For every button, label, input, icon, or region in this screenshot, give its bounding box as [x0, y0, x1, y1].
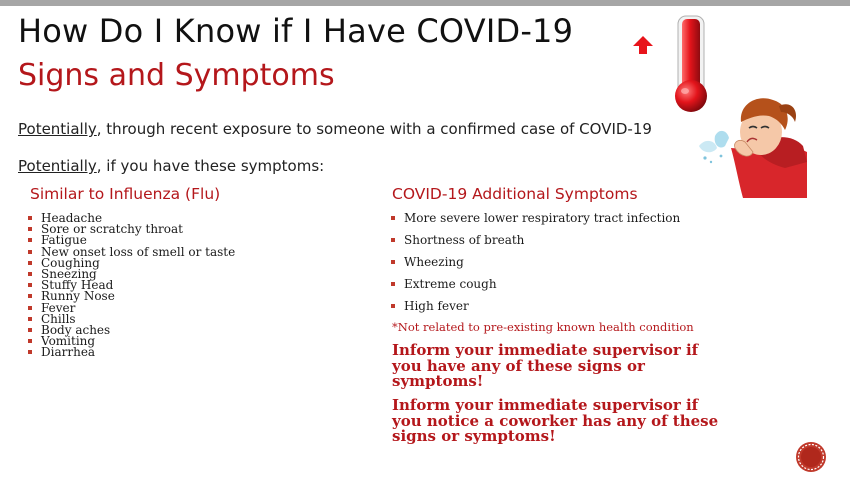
list-item: Diarrhea: [28, 347, 235, 358]
list-item: Headache: [28, 213, 235, 224]
up-arrow-icon: [632, 34, 654, 56]
exposure-text: , through recent exposure to someone with a confirmed case of COVID-19: [96, 120, 652, 138]
exposure-keyword: Potentially: [18, 120, 97, 138]
list-item: Sneezing: [28, 269, 235, 280]
list-item: Body aches: [28, 325, 235, 336]
top-accent-bar: [0, 0, 850, 6]
next-slide-button[interactable]: [795, 441, 827, 473]
list-item: Chills: [28, 314, 235, 325]
symptom-text: , if you have these symptoms:: [96, 157, 325, 175]
slide-subtitle: Signs and Symptoms: [18, 58, 335, 93]
symptom-keyword: Potentially: [18, 157, 97, 175]
covid-column-heading: COVID-19 Additional Symptoms: [392, 185, 638, 203]
list-item: Fever: [28, 303, 235, 314]
list-item: Vomiting: [28, 336, 235, 347]
list-item: Extreme cough: [391, 277, 680, 299]
slide-title: How Do I Know if I Have COVID-19: [18, 12, 574, 50]
exposure-line: [18, 120, 652, 138]
list-item: Stuffy Head: [28, 280, 235, 291]
inform-supervisor-self: Inform your immediate supervisor if you have any of these signs or symptoms!: [392, 341, 699, 390]
list-item: Wheezing: [391, 255, 680, 277]
list-item: Sore or scratchy throat: [28, 224, 235, 235]
footnote: *Not related to pre-existing known health condition: [392, 320, 694, 334]
list-item: More severe lower respiratory tract infection: [391, 211, 680, 233]
list-item: Shortness of breath: [391, 233, 680, 255]
list-item: New onset loss of smell or taste: [28, 247, 235, 258]
coughing-person-icon: [695, 88, 807, 198]
list-item: High fever: [391, 299, 680, 321]
flu-symptom-list: [28, 213, 235, 359]
list-item: Coughing: [28, 258, 235, 269]
flu-column-heading: Similar to Influenza (Flu): [30, 185, 221, 203]
list-item: Runny Nose: [28, 291, 235, 302]
symptom-line: [18, 157, 324, 175]
list-item: Fatigue: [28, 235, 235, 246]
inform-supervisor-coworker: Inform your immediate supervisor if you notice a coworker has any of these signs or symptoms!: [392, 396, 719, 445]
covid-symptom-list: [391, 211, 680, 321]
